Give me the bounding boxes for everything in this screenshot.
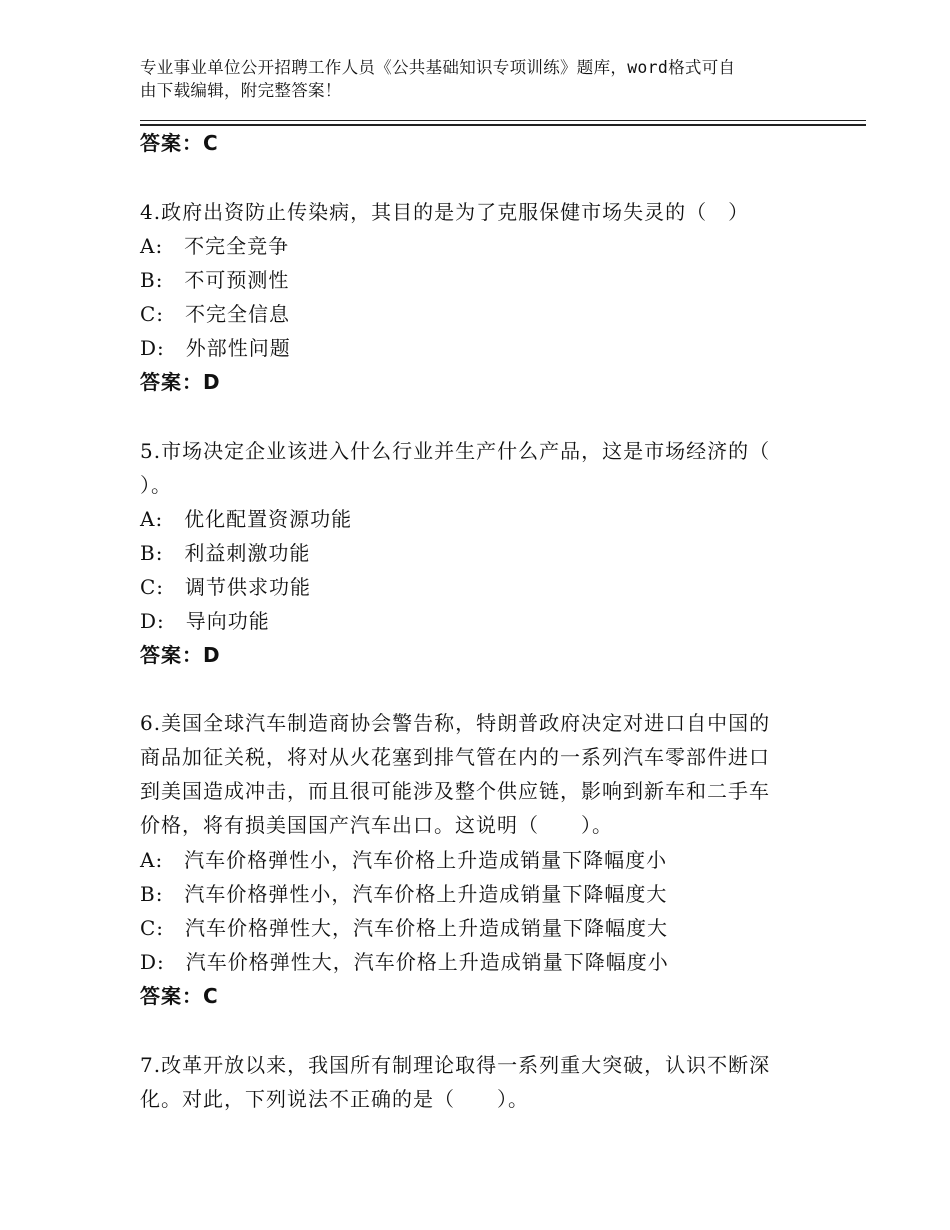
option-c: C: 汽车价格弹性大，汽车价格上升造成销量下降幅度大: [140, 916, 669, 940]
option-a: A: 汽车价格弹性小，汽车价格上升造成销量下降幅度小: [140, 848, 668, 872]
option-b: B: 不可预测性: [140, 268, 290, 292]
question-stem-continued: 到美国造成冲击，而且很可能涉及整个供应链，影响到新车和二手车: [140, 779, 770, 803]
question-stem-continued: 化。对此，下列说法不正确的是（ ）。: [140, 1087, 529, 1111]
question-stem-continued: 价格，将有损美国国产汽车出口。这说明（ ）。: [140, 813, 613, 837]
header-divider-thick: [140, 124, 866, 126]
answer-line: 答案：D: [140, 370, 221, 394]
question-stem-continued: ）。: [140, 473, 172, 497]
option-a: A: 不完全竞争: [140, 234, 290, 258]
answer-line: 答案：C: [140, 131, 219, 155]
option-d: D: 外部性问题: [140, 336, 291, 360]
option-c: C: 调节供求功能: [140, 575, 312, 599]
option-b: B: 利益刺激功能: [140, 541, 311, 565]
answer-line: 答案：C: [140, 984, 219, 1008]
option-d: D: 导向功能: [140, 609, 270, 633]
option-c: C: 不完全信息: [140, 302, 291, 326]
question-stem: 7.改革开放以来，我国所有制理论取得一系列重大突破，认识不断深: [140, 1053, 771, 1077]
question-stem: 6.美国全球汽车制造商协会警告称，特朗普政府决定对进口自中国的: [140, 711, 771, 735]
header-line-2: 由下载编辑，附完整答案！: [140, 81, 342, 100]
header-line-1: 专业事业单位公开招聘工作人员《公共基础知识专项训练》题库，word格式可自: [140, 58, 736, 77]
header-divider-thin: [140, 120, 866, 121]
option-b: B: 汽车价格弹性小，汽车价格上升造成销量下降幅度大: [140, 882, 668, 906]
question-stem: 5.市场决定企业该进入什么行业并生产什么产品，这是市场经济的（: [140, 439, 771, 463]
option-d: D: 汽车价格弹性大，汽车价格上升造成销量下降幅度小: [140, 950, 669, 974]
question-stem: 4.政府出资防止传染病，其目的是为了克服保健市场失灵的（ ）: [140, 200, 750, 224]
question-stem-continued: 商品加征关税，将对从火花塞到排气管在内的一系列汽车零部件进口: [140, 745, 770, 769]
answer-line: 答案：D: [140, 643, 221, 667]
page-header: [140, 56, 810, 102]
option-a: A: 优化配置资源功能: [140, 507, 353, 531]
